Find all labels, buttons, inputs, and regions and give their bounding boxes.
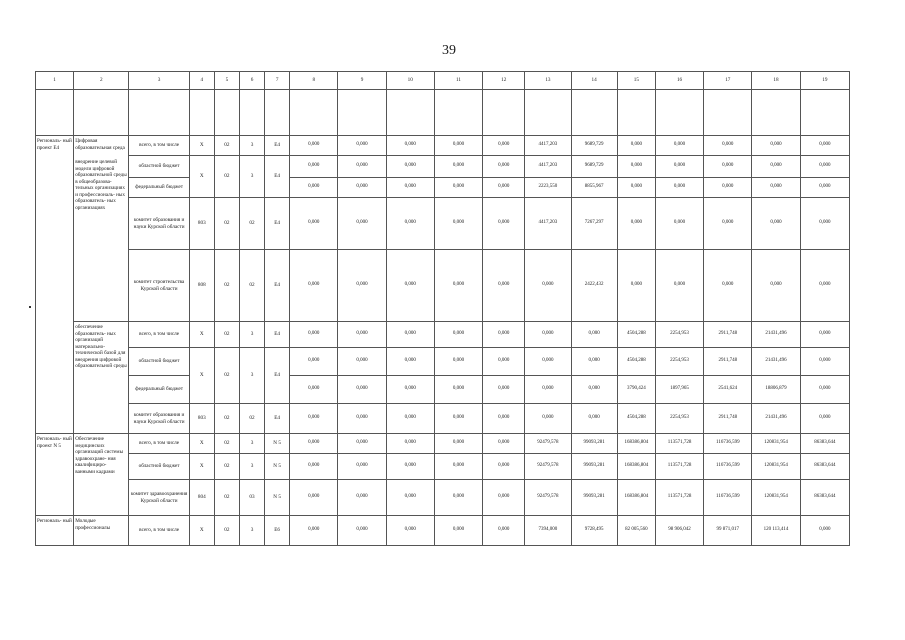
value-cell: 0,000 bbox=[338, 454, 386, 480]
header-blank-cell bbox=[655, 90, 703, 136]
table-row bbox=[36, 404, 850, 434]
header-col-5: 5 bbox=[214, 72, 239, 90]
value-cell: 0,000 bbox=[617, 178, 655, 198]
value-cell: 0,000 bbox=[386, 480, 434, 516]
value-cell: 0,000 bbox=[338, 516, 386, 546]
value-cell: 0,000 bbox=[290, 454, 338, 480]
value-cell: 0,000 bbox=[338, 348, 386, 376]
value-cell: 86383,644 bbox=[800, 434, 849, 454]
header-blank-cell bbox=[239, 90, 264, 136]
value-cell: 4417,203 bbox=[525, 136, 571, 156]
value-cell: 0,000 bbox=[752, 178, 800, 198]
value-cell: 8855,967 bbox=[571, 178, 617, 198]
value-cell: 0,000 bbox=[525, 250, 571, 322]
value-cell: 92479,578 bbox=[525, 454, 571, 480]
value-cell: 0,000 bbox=[483, 156, 525, 178]
code-cell-c6: 3 bbox=[239, 454, 264, 480]
value-cell: 0,000 bbox=[434, 454, 482, 480]
item-label: Обеспечение медицинских организаций системы здравоохране- ния квалифициро- ванными кадрами bbox=[74, 434, 129, 516]
funding-source: федеральный бюджет bbox=[129, 178, 189, 198]
value-cell: 0,000 bbox=[617, 156, 655, 178]
value-cell: 0,000 bbox=[338, 480, 386, 516]
value-cell: 0,000 bbox=[386, 454, 434, 480]
value-cell: 0,000 bbox=[338, 156, 386, 178]
value-cell: 0,000 bbox=[338, 434, 386, 454]
item-label: обеспечение образователь- ных организаций материально- технической базой для внедрения цифровой образовательной среды bbox=[74, 322, 129, 434]
value-cell: 0,000 bbox=[704, 250, 752, 322]
section-label: Региональ- ный проект Е4 bbox=[36, 136, 74, 434]
header-blank-cell bbox=[214, 90, 239, 136]
value-cell: 0,000 bbox=[752, 198, 800, 250]
value-cell: 0,000 bbox=[386, 136, 434, 156]
value-cell: 0,000 bbox=[338, 198, 386, 250]
header-blank-cell bbox=[189, 90, 214, 136]
scan-mark bbox=[29, 306, 31, 308]
value-cell: 4417,203 bbox=[525, 198, 571, 250]
code-cell-c6: 02 bbox=[239, 404, 264, 434]
value-cell: 0,000 bbox=[483, 404, 525, 434]
value-cell: 0,000 bbox=[290, 156, 338, 178]
value-cell: 0,000 bbox=[434, 136, 482, 156]
value-cell: 2254,953 bbox=[655, 322, 703, 348]
value-cell: 120831,954 bbox=[752, 480, 800, 516]
code-cell-c5: 02 bbox=[214, 516, 239, 546]
value-cell: 0,000 bbox=[483, 322, 525, 348]
value-cell: 0,000 bbox=[525, 322, 571, 348]
value-cell: 0,000 bbox=[338, 322, 386, 348]
value-cell: 120 113,414 bbox=[752, 516, 800, 546]
value-cell: 92479,578 bbox=[525, 434, 571, 454]
value-cell: 0,000 bbox=[483, 136, 525, 156]
code-cell-c6: 3 bbox=[239, 322, 264, 348]
value-cell: 0,000 bbox=[704, 156, 752, 178]
code-cell-c7: N 5 bbox=[265, 480, 290, 516]
value-cell: 99093,281 bbox=[571, 480, 617, 516]
value-cell: 168386,804 bbox=[617, 434, 655, 454]
code-cell-c4: 803 bbox=[189, 404, 214, 434]
value-cell: 0,000 bbox=[800, 178, 849, 198]
funding-source: всего, в том числе bbox=[129, 516, 189, 546]
funding-source: всего, в том числе bbox=[129, 434, 189, 454]
header-col-8: 8 bbox=[290, 72, 338, 90]
code-cell-c6: 3 bbox=[239, 516, 264, 546]
code-cell-c5: 02 bbox=[214, 156, 239, 198]
value-cell: 0,000 bbox=[752, 156, 800, 178]
value-cell: 0,000 bbox=[704, 136, 752, 156]
header-blank-cell bbox=[434, 90, 482, 136]
value-cell: 0,000 bbox=[338, 376, 386, 404]
value-cell: 0,000 bbox=[483, 250, 525, 322]
value-cell: 0,000 bbox=[800, 516, 849, 546]
code-cell-c4: 804 bbox=[189, 480, 214, 516]
table-row bbox=[36, 480, 850, 516]
value-cell: 99093,281 bbox=[571, 454, 617, 480]
value-cell: 1897,965 bbox=[655, 376, 703, 404]
code-cell-c7: Е6 bbox=[265, 516, 290, 546]
value-cell: 0,000 bbox=[290, 516, 338, 546]
header-col-1: 1 bbox=[36, 72, 74, 90]
value-cell: 0,000 bbox=[483, 454, 525, 480]
header-blank-cell bbox=[752, 90, 800, 136]
header-blank-cell bbox=[290, 90, 338, 136]
code-cell-c6: 03 bbox=[239, 480, 264, 516]
value-cell: 0,000 bbox=[800, 348, 849, 376]
value-cell: 0,000 bbox=[386, 250, 434, 322]
value-cell: 0,000 bbox=[655, 136, 703, 156]
value-cell: 0,000 bbox=[290, 480, 338, 516]
header-col-18: 18 bbox=[752, 72, 800, 90]
section-label: Региональ- ный проект N 5 bbox=[36, 434, 74, 516]
funding-source: комитет образования и науки Курской области bbox=[129, 198, 189, 250]
funding-source: областной бюджет bbox=[129, 348, 189, 376]
value-cell: 7267,297 bbox=[571, 198, 617, 250]
value-cell: 0,000 bbox=[434, 250, 482, 322]
value-cell: 2422,432 bbox=[571, 250, 617, 322]
value-cell: 0,000 bbox=[655, 198, 703, 250]
value-cell: 0,000 bbox=[434, 516, 482, 546]
value-cell: 0,000 bbox=[571, 404, 617, 434]
code-cell-c7: Е4 bbox=[265, 156, 290, 198]
value-cell: 0,000 bbox=[386, 156, 434, 178]
value-cell: 0,000 bbox=[434, 480, 482, 516]
value-cell: 2223,550 bbox=[525, 178, 571, 198]
code-cell-c7: Е4 bbox=[265, 198, 290, 250]
table-row bbox=[36, 434, 850, 454]
value-cell: 2254,953 bbox=[655, 348, 703, 376]
value-cell: 0,000 bbox=[290, 376, 338, 404]
value-cell: 168386,804 bbox=[617, 454, 655, 480]
value-cell: 0,000 bbox=[386, 198, 434, 250]
funding-source: областной бюджет bbox=[129, 454, 189, 480]
value-cell: 0,000 bbox=[800, 156, 849, 178]
value-cell: 0,000 bbox=[704, 198, 752, 250]
funding-source: всего, в том числе bbox=[129, 322, 189, 348]
code-cell-c4: Х bbox=[189, 136, 214, 156]
value-cell: 0,000 bbox=[483, 516, 525, 546]
value-cell: 113571,728 bbox=[655, 434, 703, 454]
value-cell: 0,000 bbox=[338, 178, 386, 198]
value-cell: 120831,954 bbox=[752, 454, 800, 480]
code-cell-c4: Х bbox=[189, 434, 214, 454]
value-cell: 0,000 bbox=[386, 348, 434, 376]
table-row bbox=[36, 136, 850, 156]
code-cell-c5: 02 bbox=[214, 480, 239, 516]
header-col-7: 7 bbox=[265, 72, 290, 90]
header-col-15: 15 bbox=[617, 72, 655, 90]
value-cell: 82 005,560 bbox=[617, 516, 655, 546]
code-cell-c4: Х bbox=[189, 516, 214, 546]
value-cell: 92479,578 bbox=[525, 480, 571, 516]
value-cell: 0,000 bbox=[617, 198, 655, 250]
code-cell-c4: 808 bbox=[189, 250, 214, 322]
value-cell: 0,000 bbox=[800, 198, 849, 250]
value-cell: 9689,729 bbox=[571, 136, 617, 156]
value-cell: 0,000 bbox=[434, 322, 482, 348]
code-cell-c6: 02 bbox=[239, 250, 264, 322]
value-cell: 0,000 bbox=[290, 250, 338, 322]
funding-source: всего, в том числе bbox=[129, 136, 189, 156]
value-cell: 116736,599 bbox=[704, 480, 752, 516]
value-cell: 4504,288 bbox=[617, 348, 655, 376]
value-cell: 3790,424 bbox=[617, 376, 655, 404]
code-cell-c6: 02 bbox=[239, 198, 264, 250]
value-cell: 0,000 bbox=[483, 178, 525, 198]
value-cell: 0,000 bbox=[525, 404, 571, 434]
table-row bbox=[36, 376, 850, 404]
value-cell: 99093,281 bbox=[571, 434, 617, 454]
value-cell: 0,000 bbox=[617, 250, 655, 322]
value-cell: 2911,748 bbox=[704, 322, 752, 348]
header-blank-cell bbox=[74, 90, 129, 136]
value-cell: 116736,599 bbox=[704, 454, 752, 480]
header-blank-cell bbox=[617, 90, 655, 136]
header-blank-cell bbox=[525, 90, 571, 136]
value-cell: 0,000 bbox=[338, 404, 386, 434]
value-cell: 21431,496 bbox=[752, 322, 800, 348]
value-cell: 0,000 bbox=[386, 178, 434, 198]
value-cell: 0,000 bbox=[752, 250, 800, 322]
table-row bbox=[36, 72, 850, 90]
value-cell: 0,000 bbox=[617, 136, 655, 156]
value-cell: 9728,495 bbox=[571, 516, 617, 546]
value-cell: 9689,729 bbox=[571, 156, 617, 178]
value-cell: 0,000 bbox=[434, 434, 482, 454]
table-row bbox=[36, 156, 850, 178]
code-cell-c7: Е4 bbox=[265, 250, 290, 322]
header-col-14: 14 bbox=[571, 72, 617, 90]
value-cell: 21431,496 bbox=[752, 404, 800, 434]
budget-table bbox=[35, 71, 850, 546]
value-cell: 7394,000 bbox=[525, 516, 571, 546]
value-cell: 0,000 bbox=[483, 198, 525, 250]
value-cell: 0,000 bbox=[571, 322, 617, 348]
table-row bbox=[36, 250, 850, 322]
value-cell: 0,000 bbox=[483, 376, 525, 404]
page-number: 39 bbox=[442, 43, 456, 58]
value-cell: 2911,748 bbox=[704, 348, 752, 376]
value-cell: 0,000 bbox=[704, 178, 752, 198]
code-cell-c5: 02 bbox=[214, 434, 239, 454]
code-cell-c5: 02 bbox=[214, 250, 239, 322]
value-cell: 0,000 bbox=[655, 156, 703, 178]
value-cell: 0,000 bbox=[800, 404, 849, 434]
code-cell-c4: Х bbox=[189, 348, 214, 404]
code-cell-c5: 02 bbox=[214, 454, 239, 480]
value-cell: 120831,954 bbox=[752, 434, 800, 454]
value-cell: 0,000 bbox=[800, 376, 849, 404]
value-cell: 0,000 bbox=[434, 404, 482, 434]
value-cell: 21431,496 bbox=[752, 348, 800, 376]
value-cell: 99 871,017 bbox=[704, 516, 752, 546]
header-col-16: 16 bbox=[655, 72, 703, 90]
value-cell: 0,000 bbox=[800, 250, 849, 322]
header-blank-cell bbox=[571, 90, 617, 136]
value-cell: 0,000 bbox=[483, 434, 525, 454]
code-cell-c6: 3 bbox=[239, 136, 264, 156]
table-row bbox=[36, 198, 850, 250]
value-cell: 0,000 bbox=[434, 178, 482, 198]
header-col-12: 12 bbox=[483, 72, 525, 90]
code-cell-c7: Е4 bbox=[265, 404, 290, 434]
header-col-17: 17 bbox=[704, 72, 752, 90]
value-cell: 18806,879 bbox=[752, 376, 800, 404]
funding-source: областной бюджет bbox=[129, 156, 189, 178]
table-row bbox=[36, 322, 850, 348]
header-col-10: 10 bbox=[386, 72, 434, 90]
funding-source: комитет образования и науки Курской области bbox=[129, 404, 189, 434]
header-blank-cell bbox=[704, 90, 752, 136]
value-cell: 0,000 bbox=[290, 178, 338, 198]
value-cell: 0,000 bbox=[800, 322, 849, 348]
value-cell: 0,000 bbox=[655, 250, 703, 322]
header-blank-cell bbox=[386, 90, 434, 136]
value-cell: 0,000 bbox=[290, 434, 338, 454]
value-cell: 113571,728 bbox=[655, 480, 703, 516]
code-cell-c4: Х bbox=[189, 322, 214, 348]
header-blank-cell bbox=[483, 90, 525, 136]
header-col-4: 4 bbox=[189, 72, 214, 90]
value-cell: 0,000 bbox=[290, 136, 338, 156]
funding-source: федеральный бюджет bbox=[129, 376, 189, 404]
item-label: Молодые профессионалы bbox=[74, 516, 129, 546]
code-cell-c4: 803 bbox=[189, 198, 214, 250]
value-cell: 0,000 bbox=[525, 348, 571, 376]
value-cell: 0,000 bbox=[386, 376, 434, 404]
table-row bbox=[36, 348, 850, 376]
value-cell: 0,000 bbox=[434, 348, 482, 376]
section-label: Региональ- ный bbox=[36, 516, 74, 546]
code-cell-c5: 02 bbox=[214, 136, 239, 156]
code-cell-c7: Е4 bbox=[265, 322, 290, 348]
value-cell: 168386,804 bbox=[617, 480, 655, 516]
header-blank-cell bbox=[36, 90, 74, 136]
code-cell-c4: Х bbox=[189, 156, 214, 198]
value-cell: 0,000 bbox=[800, 136, 849, 156]
value-cell: 0,000 bbox=[434, 376, 482, 404]
header-blank-cell bbox=[800, 90, 849, 136]
code-cell-c5: 02 bbox=[214, 404, 239, 434]
header-blank-cell bbox=[338, 90, 386, 136]
value-cell: 0,000 bbox=[290, 198, 338, 250]
value-cell: 0,000 bbox=[434, 156, 482, 178]
funding-source: комитет здравоохранения Курской области bbox=[129, 480, 189, 516]
table-row bbox=[36, 516, 850, 546]
value-cell: 0,000 bbox=[290, 404, 338, 434]
code-cell-c6: 3 bbox=[239, 348, 264, 404]
header-col-6: 6 bbox=[239, 72, 264, 90]
value-cell: 0,000 bbox=[525, 376, 571, 404]
value-cell: 0,000 bbox=[655, 178, 703, 198]
header-col-11: 11 bbox=[434, 72, 482, 90]
value-cell: 0,000 bbox=[386, 404, 434, 434]
header-col-9: 9 bbox=[338, 72, 386, 90]
value-cell: 116736,599 bbox=[704, 434, 752, 454]
value-cell: 4417,203 bbox=[525, 156, 571, 178]
code-cell-c7: N 5 bbox=[265, 434, 290, 454]
value-cell: 2541,624 bbox=[704, 376, 752, 404]
value-cell: 98 906,042 bbox=[655, 516, 703, 546]
value-cell: 0,000 bbox=[483, 348, 525, 376]
code-cell-c7: Е4 bbox=[265, 136, 290, 156]
table-row bbox=[36, 454, 850, 480]
header-col-19: 19 bbox=[800, 72, 849, 90]
value-cell: 0,000 bbox=[752, 136, 800, 156]
value-cell: 86383,644 bbox=[800, 454, 849, 480]
code-cell-c7: N 5 bbox=[265, 454, 290, 480]
header-col-13: 13 bbox=[525, 72, 571, 90]
value-cell: 0,000 bbox=[571, 348, 617, 376]
code-cell-c5: 02 bbox=[214, 348, 239, 404]
value-cell: 0,000 bbox=[571, 376, 617, 404]
funding-source: комитет строительства Курской области bbox=[129, 250, 189, 322]
value-cell: 86383,644 bbox=[800, 480, 849, 516]
table-row bbox=[36, 90, 850, 136]
value-cell: 2911,748 bbox=[704, 404, 752, 434]
value-cell: 0,000 bbox=[434, 198, 482, 250]
value-cell: 0,000 bbox=[386, 516, 434, 546]
value-cell: 0,000 bbox=[290, 322, 338, 348]
value-cell: 0,000 bbox=[290, 348, 338, 376]
value-cell: 4504,288 bbox=[617, 322, 655, 348]
header-col-2: 2 bbox=[74, 72, 129, 90]
value-cell: 0,000 bbox=[386, 322, 434, 348]
value-cell: 0,000 bbox=[338, 250, 386, 322]
value-cell: 4504,288 bbox=[617, 404, 655, 434]
value-cell: 113571,728 bbox=[655, 454, 703, 480]
value-cell: 0,000 bbox=[483, 480, 525, 516]
item-label bbox=[74, 136, 129, 322]
item-description: внедрение целевой модели цифровой образовательной среды в общеобразова- тельных организациях и профессиональ- ных образователь- ных организациях bbox=[75, 159, 127, 211]
code-cell-c6: 3 bbox=[239, 434, 264, 454]
code-cell-c5: 02 bbox=[214, 322, 239, 348]
code-cell-c7: Е4 bbox=[265, 348, 290, 404]
code-cell-c6: 3 bbox=[239, 156, 264, 198]
header-blank-cell bbox=[265, 90, 290, 136]
table-row bbox=[36, 178, 850, 198]
header-col-3: 3 bbox=[129, 72, 189, 90]
code-cell-c4: Х bbox=[189, 454, 214, 480]
code-cell-c5: 02 bbox=[214, 198, 239, 250]
item-title: Цифровая образовательная среда bbox=[75, 138, 125, 151]
value-cell: 0,000 bbox=[386, 434, 434, 454]
value-cell: 0,000 bbox=[338, 136, 386, 156]
header-blank-cell bbox=[129, 90, 189, 136]
value-cell: 2254,953 bbox=[655, 404, 703, 434]
